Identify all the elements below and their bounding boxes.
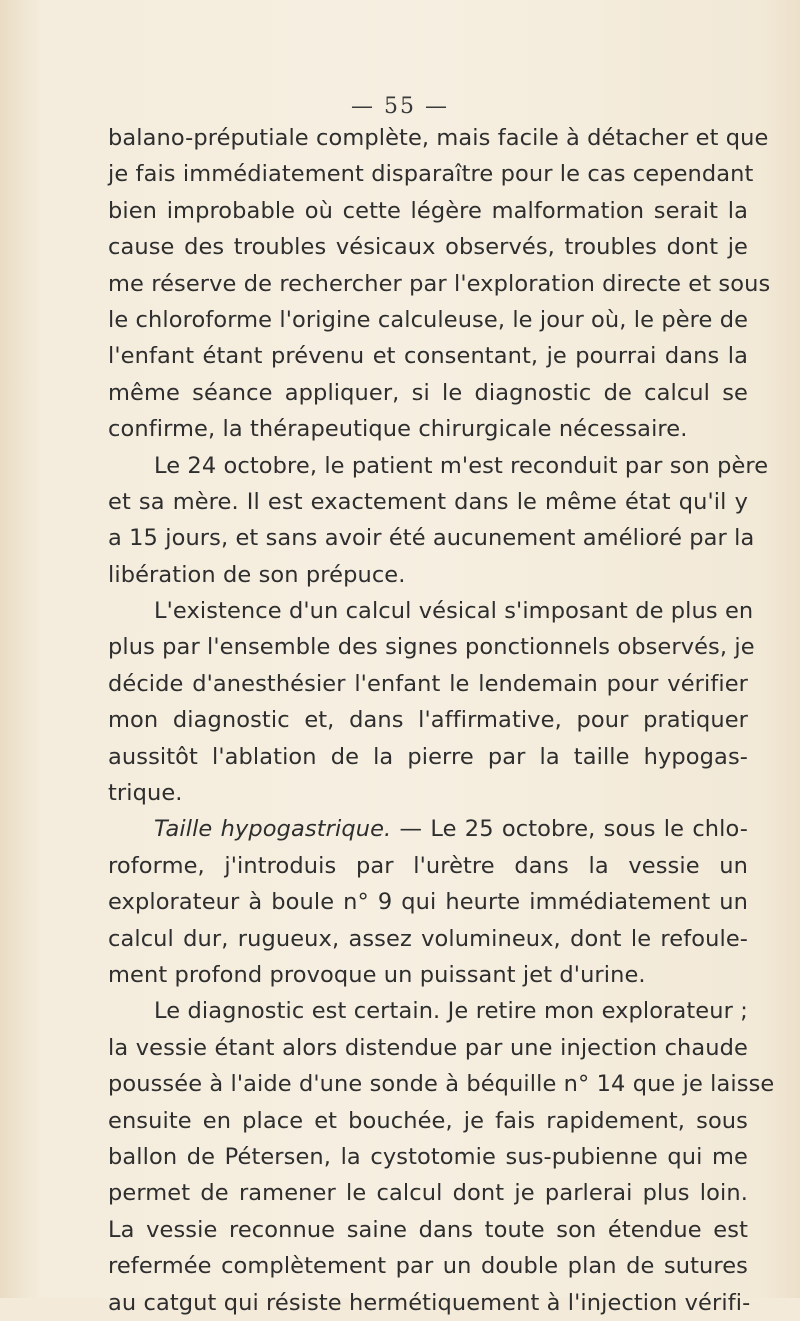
text-line: trique. — [108, 780, 183, 807]
body-text — [108, 120, 775, 1321]
text-line: calcul dur, rugueux, assez volumineux, dont le refoule- — [108, 925, 748, 952]
text-line: et sa mère. Il est exactement dans le même état qu'il y — [108, 488, 748, 515]
text-line: ment profond provoque un puissant jet d'urine. — [108, 961, 646, 988]
text-line: libération de son prépuce. — [108, 561, 406, 588]
text-line: bien improbable où cette légère malformation serait la — [108, 197, 748, 224]
text-line: me réserve de rechercher par l'exploration directe et sous — [108, 270, 771, 297]
text-line: je fais immédiatement disparaître pour le cas cependant — [108, 161, 754, 188]
text-line: cause des troubles vésicaux observés, troubles dont je — [108, 234, 748, 261]
text-line — [108, 811, 748, 847]
text-line: le chloroforme l'origine calculeuse, le jour où, le père de — [108, 306, 749, 333]
text-line: ballon de Pétersen, la cystotomie sus-pubienne qui me — [108, 1143, 748, 1170]
text-line: permet de ramener le calcul dont je parlerai plus loin. — [108, 1180, 748, 1207]
text-line: Le 24 octobre, le patient m'est reconduit par son père — [154, 452, 769, 479]
text-line: l'enfant étant prévenu et consentant, je pourrai dans la — [108, 343, 748, 370]
text-line: au catgut qui résiste hermétiquement à l'injection vérifi- — [108, 1289, 751, 1316]
text-line: même séance appliquer, si le diagnostic de calcul se — [108, 379, 748, 406]
text-line: L'existence d'un calcul vésical s'imposant de plus en — [154, 598, 754, 625]
text-line: mon diagnostic et, dans l'affirmative, pour pratiquer — [108, 707, 748, 734]
text-line: a 15 jours, et sans avoir été aucunement amélioré par la — [108, 525, 755, 552]
text-line: plus par l'ensemble des signes ponctionnels observés, je — [108, 634, 755, 661]
text-line: aussitôt l'ablation de la pierre par la taille hypogas- — [108, 743, 748, 770]
text-fragment: — Le 25 octobre, sous le chlo- — [391, 816, 748, 843]
text-line: roforme, j'introduis par l'urètre dans la vessie un — [108, 852, 748, 879]
text-line: décide d'anesthésier l'enfant le lendemain pour vérifier — [108, 670, 748, 697]
text-line: poussée à l'aide d'une sonde à béquille n° 14 que je laisse — [108, 1071, 775, 1098]
text-line: explorateur à boule n° 9 qui heurte immédiatement un — [108, 889, 748, 916]
text-line: La vessie reconnue saine dans toute son étendue est — [108, 1216, 748, 1243]
section-heading: Taille hypogastrique. — [154, 816, 392, 843]
text-line: Le diagnostic est certain. Je retire mon explorateur ; — [154, 998, 748, 1025]
page-number: — 55 — — [351, 94, 449, 119]
text-line: ensuite en place et bouchée, je fais rapidement, sous — [108, 1107, 748, 1134]
text-line: confirme, la thérapeutique chirurgicale nécessaire. — [108, 416, 688, 443]
text-line: balano-préputiale complète, mais facile à détacher et que — [108, 125, 769, 151]
text-line: refermée complètement par un double plan de sutures — [108, 1253, 748, 1280]
text-line: la vessie étant alors distendue par une injection chaude — [108, 1034, 748, 1061]
